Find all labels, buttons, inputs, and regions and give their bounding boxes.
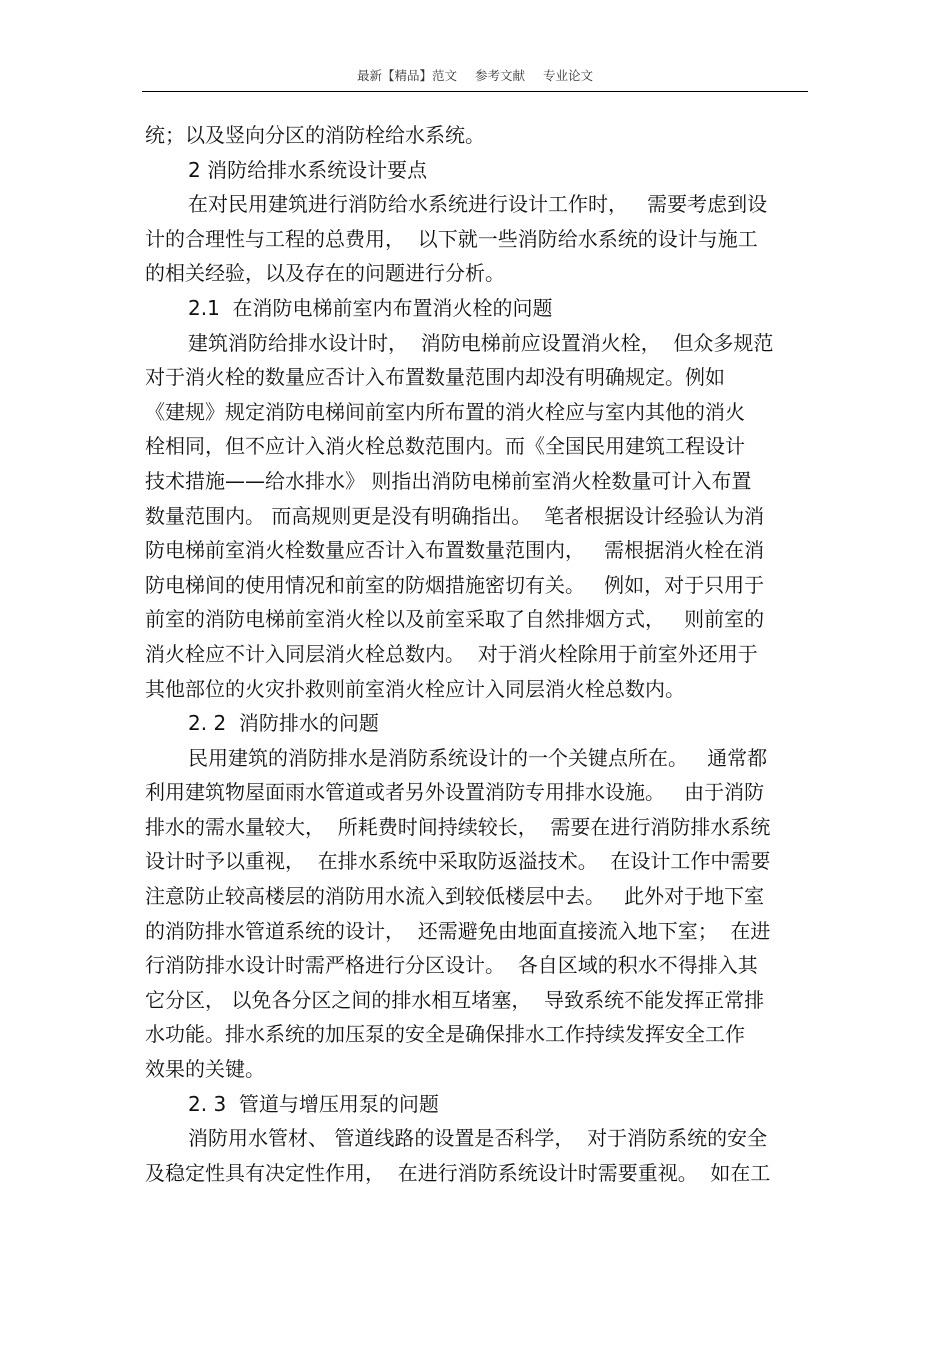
text-line: 技术措施——给水排水》 则指出消防电梯前室消火栓数量可计入布置 bbox=[145, 468, 752, 493]
text-line: 前室的消防电梯前室消火栓以及前室采取了自然排烟方式， 则前室的 bbox=[145, 607, 765, 632]
text-line: 2.1 在消防电梯前室内布置消火栓的问题 bbox=[188, 295, 553, 320]
text-line: 2. 3 管道与增压用泵的问题 bbox=[188, 1091, 439, 1116]
text-line: 消火栓应不计入同层消火栓总数内。 对于消火栓除用于前室外还用于 bbox=[145, 641, 758, 666]
text-line: 利用建筑物屋面雨水管道或者另外设置消防专用排水设施。 由于消防 bbox=[145, 780, 765, 805]
text-line: 栓相同，但不应计入消火栓总数范围内。而《全国民用建筑工程设计 bbox=[145, 434, 745, 459]
text-line: 2. 2 消防排水的问题 bbox=[188, 711, 379, 736]
running-header: 最新【精品】范文 参考文献 专业论文 bbox=[357, 68, 593, 83]
text-line: 民用建筑的消防排水是消防系统设计的一个关键点所在。 通常都 bbox=[188, 745, 768, 770]
text-line: 建筑消防给排水设计时， 消防电梯前应设置消火栓， 但众多规范 bbox=[188, 330, 774, 355]
document-body bbox=[145, 118, 810, 1190]
text-line: 排水的需水量较大， 所耗费时间持续较长， 需要在进行消防排水系统 bbox=[145, 814, 771, 839]
text-line: 《建规》规定消防电梯间前室内所布置的消火栓应与室内其他的消火 bbox=[145, 399, 745, 424]
text-line: 注意防止较高楼层的消防用水流入到较低楼层中去。 此外对于地下室 bbox=[145, 884, 765, 909]
text-line: 行消防排水设计时需严格进行分区设计。 各自区域的积水不得排入其 bbox=[145, 953, 758, 978]
text-line: 防电梯前室消火栓数量应否计入布置数量范围内， 需根据消火栓在消 bbox=[145, 538, 765, 563]
text-line: 计的合理性与工程的总费用， 以下就一些消防给水系统的设计与施工 bbox=[145, 226, 758, 251]
text-line: 设计时予以重视， 在排水系统中采取防返溢技术。 在设计工作中需要 bbox=[145, 849, 771, 874]
text-line: 的消防排水管道系统的设计， 还需避免由地面直接流入地下室； 在进 bbox=[145, 918, 771, 943]
header-divider bbox=[142, 91, 808, 92]
text-line: 统；以及竖向分区的消防栓给水系统。 bbox=[145, 123, 485, 147]
text-line: 消防用水管材、 管道线路的设置是否科学， 对于消防系统的安全 bbox=[188, 1126, 768, 1151]
text-line: 效果的关键。 bbox=[145, 1057, 265, 1082]
text-line: 它分区， 以免各分区之间的排水相互堵塞， 导致系统不能发挥正常排 bbox=[145, 987, 765, 1012]
text-line: 数量范围内。 而高规则更是没有明确指出。 笔者根据设计经验认为消 bbox=[145, 503, 765, 528]
text-line: 对于消火栓的数量应否计入布置数量范围内却没有明确规定。例如 bbox=[145, 365, 725, 390]
text-line: 在对民用建筑进行消防给水系统进行设计工作时， 需要考虑到设 bbox=[188, 192, 768, 217]
text-line: 2 消防给排水系统设计要点 bbox=[188, 157, 428, 182]
text-line: 其他部位的火灾扑救则前室消火栓应计入同层消火栓总数内。 bbox=[145, 676, 685, 701]
text-line: 水功能。排水系统的加压泵的安全是确保排水工作持续发挥安全工作 bbox=[145, 1022, 745, 1047]
text-line: 及稳定性具有决定性作用， 在进行消防系统设计时需要重视。 如在工 bbox=[145, 1160, 771, 1185]
text-line: 的相关经验，以及存在的问题进行分析。 bbox=[145, 261, 505, 286]
text-line: 防电梯间的使用情况和前室的防烟措施密切有关。 例如，对于只用于 bbox=[145, 572, 765, 597]
